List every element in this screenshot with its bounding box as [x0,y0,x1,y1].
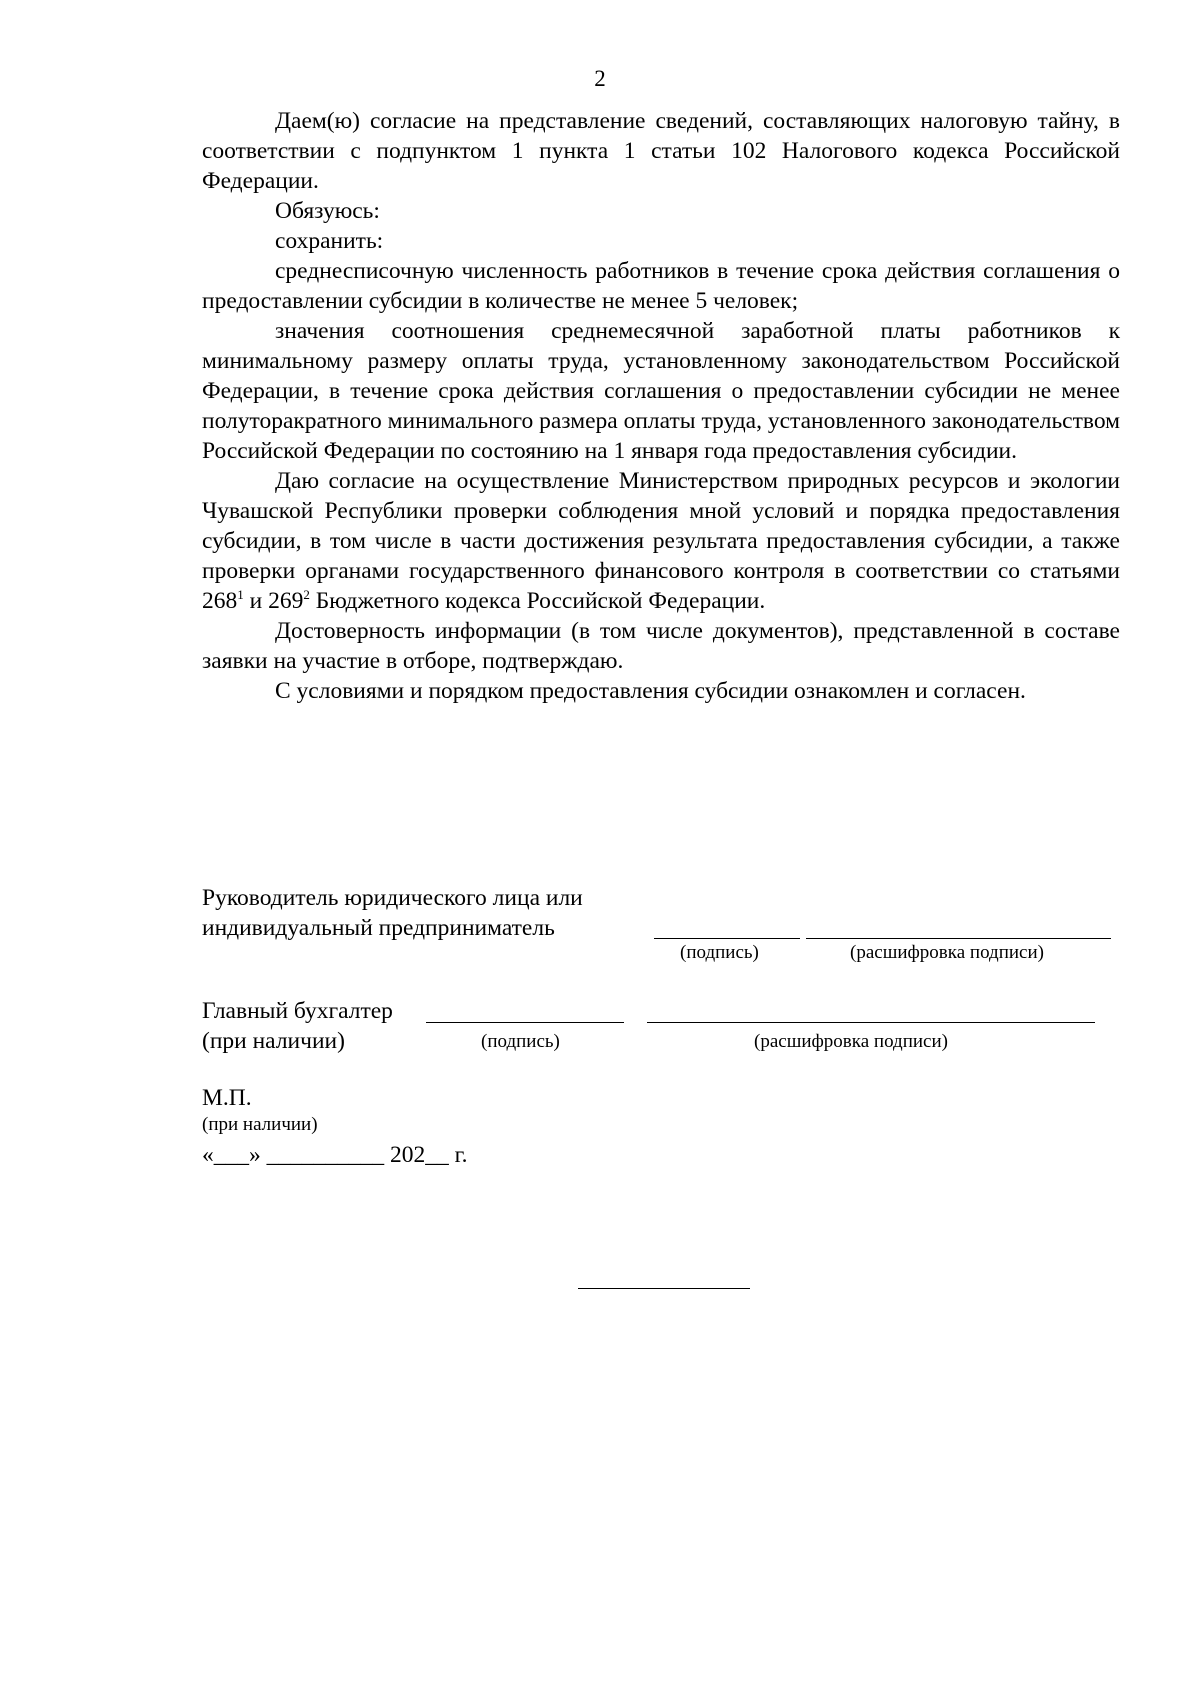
accountant-signature-caption: (подпись) [481,1031,560,1052]
closing-divider [578,1288,750,1289]
accountant-signature-decode-caption: (расшифровка подписи) [754,1031,948,1052]
salary-ratio-obligation-paragraph: значения соотношения среднемесячной заработной платы работников к минимальному размеру оплаты труда, установленному законодательством Российской Федерации, в течение срока действия соглашения о предоставлении субсидии не менее полуторакратного минимального размера оплаты труда, установленного законодательством Российской Федерации по состоянию на 1 января года предоставления субсидии. [202,318,1120,464]
accuracy-confirmation-paragraph: Достоверность информации (в том числе документов), представленной в составе заявки на участие в отборе, подтверждаю. [202,618,1120,674]
date-line[interactable]: «___» __________ 202__ г. [202,1142,468,1168]
stamp-sublabel: (при наличии) [202,1114,318,1135]
head-signature-decode-line[interactable] [806,938,1111,939]
head-signature-label-line1: Руководитель юридического лица или [202,885,583,911]
document-body [202,106,1120,706]
head-signature-line[interactable] [654,938,800,939]
stamp-label: М.П. [202,1085,252,1111]
page-number: 2 [594,66,606,91]
head-signature-decode-caption: (расшифровка подписи) [850,942,1044,963]
headcount-obligation-paragraph: среднесписочную численность работников в течение срока действия соглашения о предоставлении субсидии в количестве не менее 5 человек; [202,258,1120,314]
keep-heading: сохранить: [275,228,384,254]
inspection-consent-paragraph: Даю согласие на осуществление Министерством природных ресурсов и экологии Чувашской Республики проверки соблюдения мной условий и порядка предоставления субсидии, в том числе в части достижения результата предоставления субсидии, а также проверки органами государственного финансового контроля в соответствии со статьями $268^1$ и $269^2$ Бюджетного кодекса Российской Федерации. [202,468,1120,614]
terms-agreement-paragraph: С условиями и порядком предоставления субсидии ознакомлен и согласен. [275,678,1026,704]
accountant-signature-line[interactable] [426,1022,624,1023]
accountant-label: Главный бухгалтер [202,998,393,1024]
head-signature-label-line2: индивидуальный предприниматель [202,915,555,941]
accountant-signature-decode-line[interactable] [647,1022,1095,1023]
obligation-heading: Обязуюсь: [275,198,380,224]
tax-secret-consent-paragraph: Даем(ю) согласие на представление сведений, составляющих налоговую тайну, в соответствии с подпунктом 1 пункта 1 статьи 102 Налогового кодекса Российской Федерации. [202,108,1120,194]
accountant-sublabel: (при наличии) [202,1028,345,1054]
head-signature-caption: (подпись) [680,942,759,963]
